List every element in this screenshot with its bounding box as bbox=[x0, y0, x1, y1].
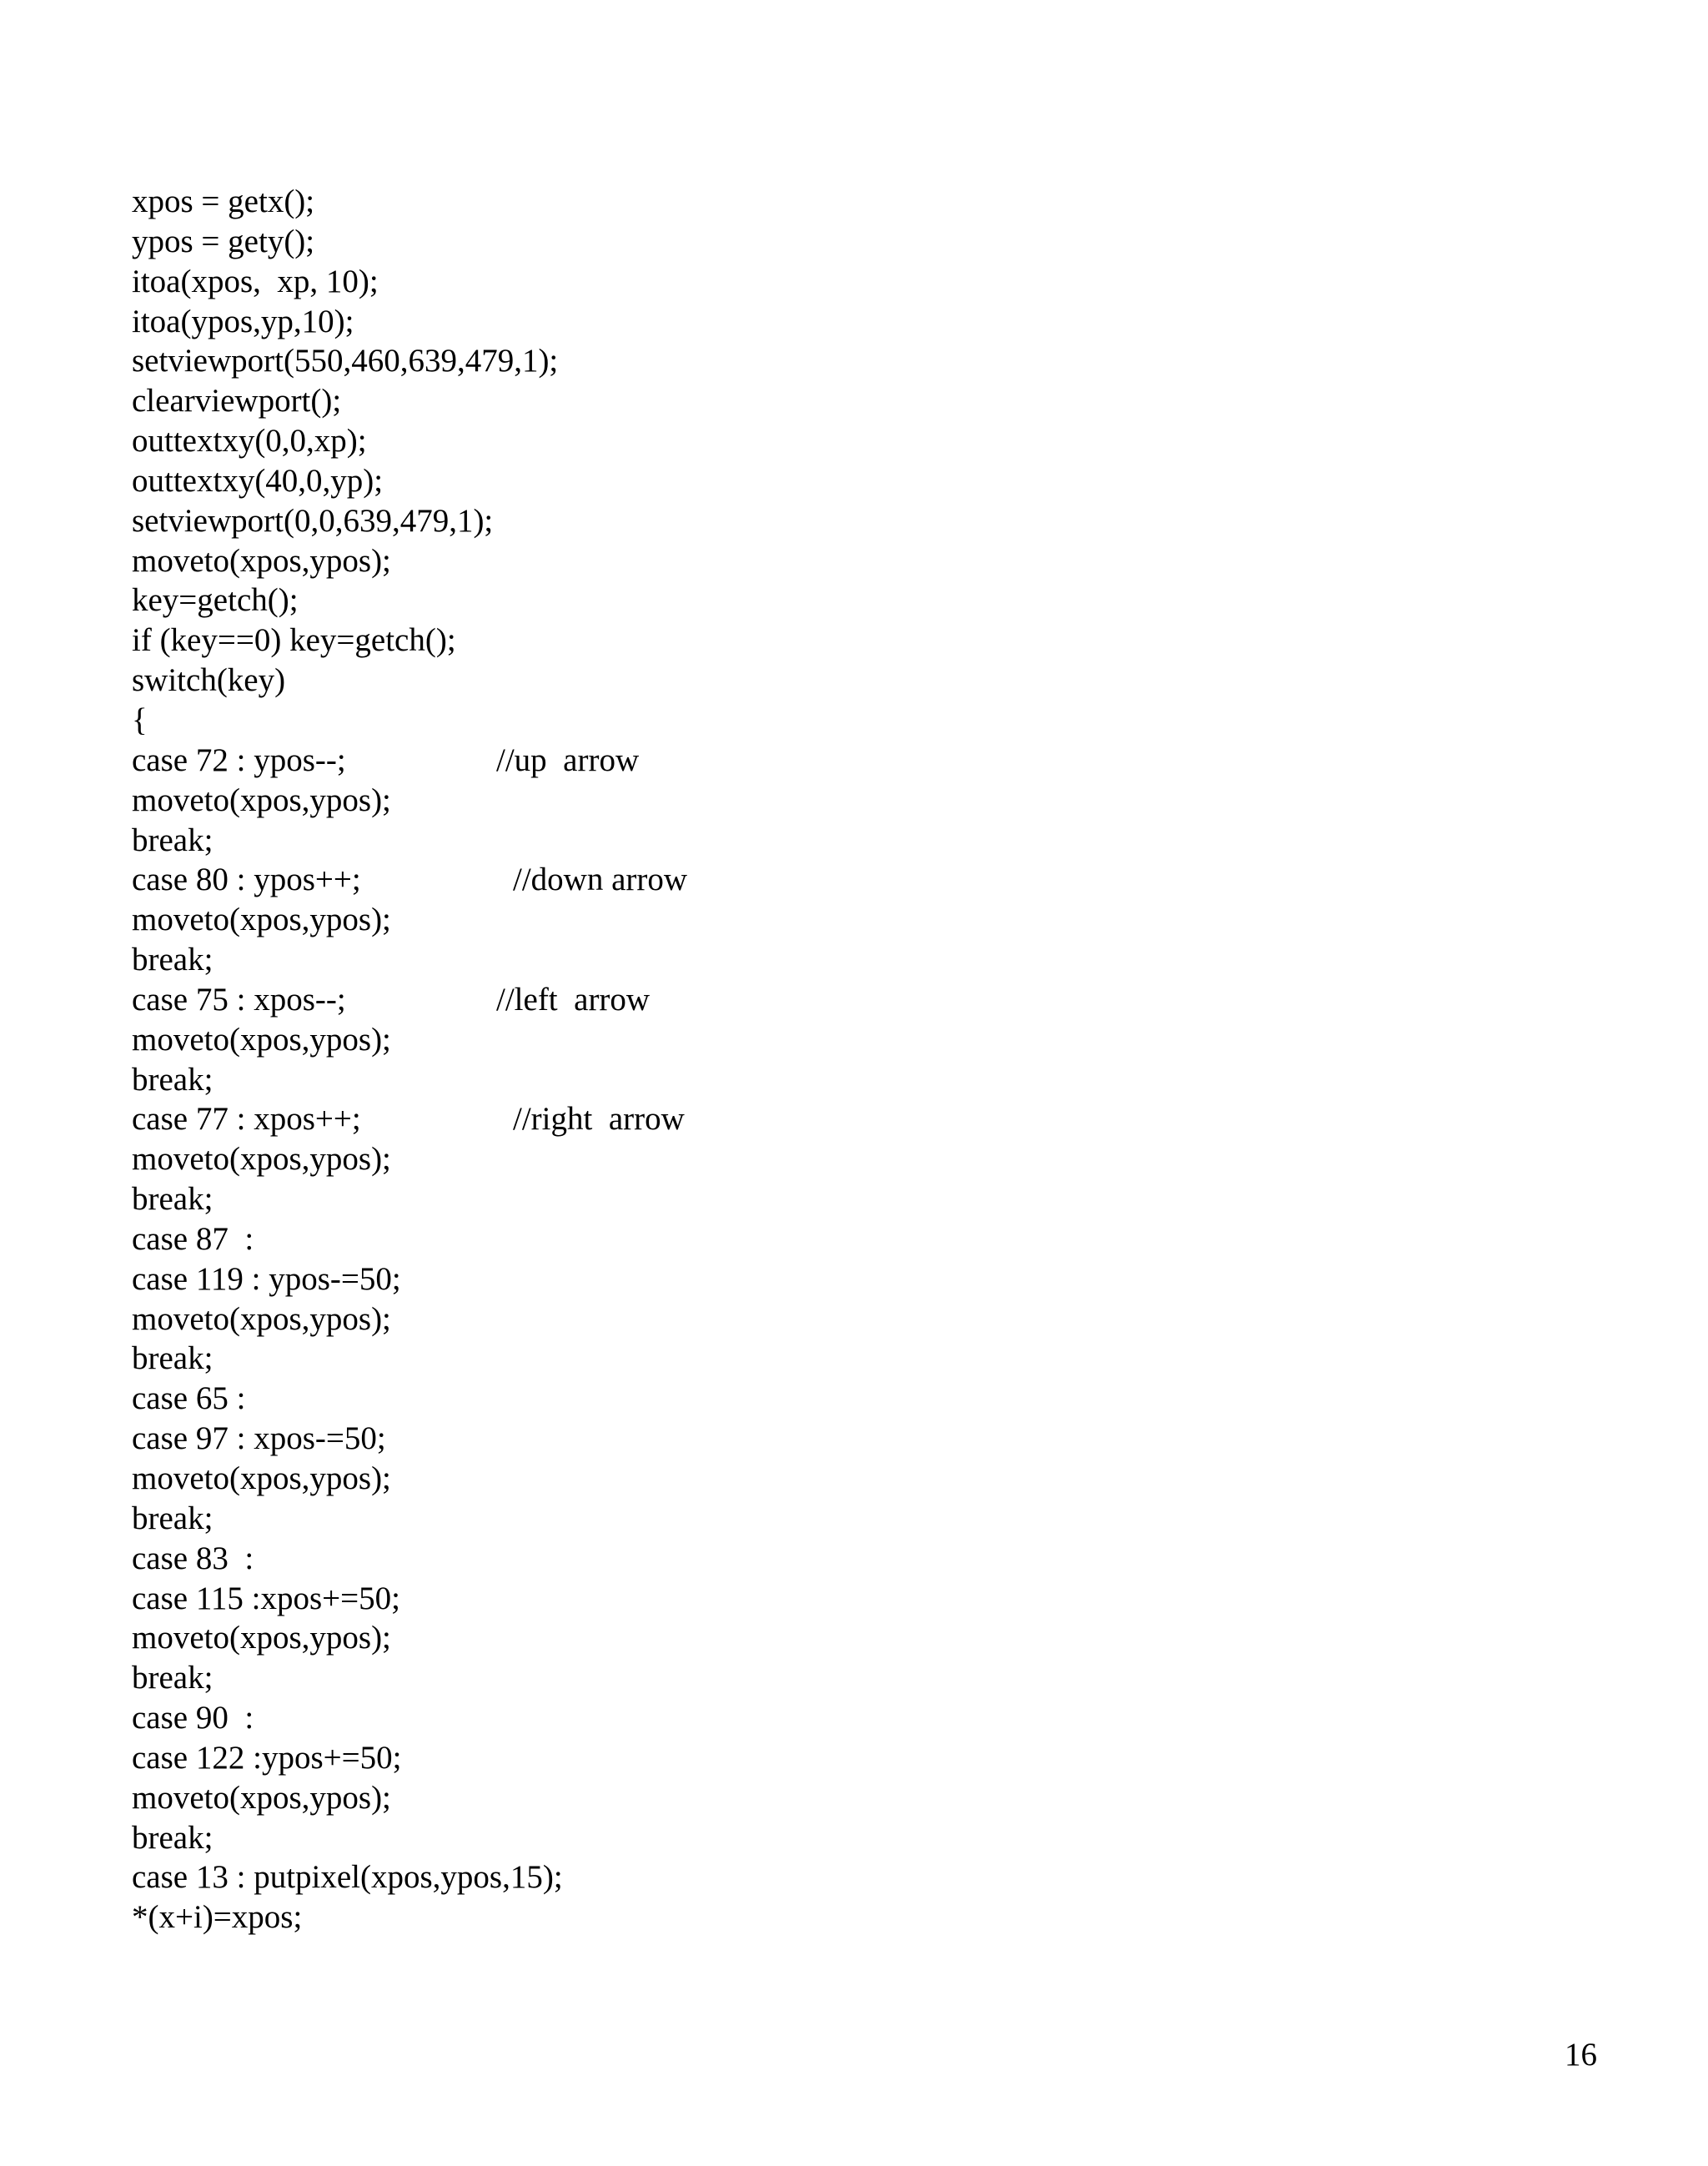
code-line bbox=[132, 1139, 1550, 1179]
code-line bbox=[132, 1499, 1550, 1539]
code-line bbox=[132, 1539, 1550, 1579]
code-line bbox=[132, 222, 1550, 262]
code-text: break; bbox=[132, 1660, 214, 1696]
code-line bbox=[132, 381, 1550, 421]
code-text: case 122 :ypos+=50; bbox=[132, 1739, 402, 1776]
code-text: setviewport(550,460,639,479,1); bbox=[132, 343, 559, 379]
code-line bbox=[132, 1379, 1550, 1419]
code-text: if (key==0) key=getch(); bbox=[132, 622, 456, 659]
code-text: itoa(xpos, xp, 10); bbox=[132, 263, 379, 299]
code-line bbox=[132, 1738, 1550, 1778]
code-text: itoa(ypos,yp,10); bbox=[132, 303, 354, 339]
code-text: key=getch(); bbox=[132, 582, 299, 619]
code-text: switch(key) bbox=[132, 662, 286, 699]
code-line bbox=[132, 541, 1550, 581]
code-text: case 115 :xpos+=50; bbox=[132, 1580, 400, 1616]
page-number: 16 bbox=[1565, 2037, 1597, 2073]
code-text: moveto(xpos,ypos); bbox=[132, 542, 391, 579]
code-line bbox=[132, 302, 1550, 342]
code-text: case 87 : bbox=[132, 1220, 254, 1257]
code-text: case 80 : ypos++; bbox=[132, 862, 361, 898]
code-comment: //right arrow bbox=[513, 1101, 685, 1138]
code-comment: //down arrow bbox=[513, 862, 688, 898]
code-line bbox=[132, 1818, 1550, 1858]
code-line bbox=[132, 1658, 1550, 1698]
code-text: outtextxy(40,0,yp); bbox=[132, 462, 384, 499]
code-text: moveto(xpos,ypos); bbox=[132, 1460, 391, 1496]
code-line bbox=[132, 1179, 1550, 1219]
code-line bbox=[132, 1020, 1550, 1060]
code-text: case 83 : bbox=[132, 1540, 254, 1576]
code-line bbox=[132, 182, 1550, 222]
code-text: case 13 : putpixel(xpos,ypos,15); bbox=[132, 1859, 563, 1896]
code-line bbox=[132, 501, 1550, 541]
code-line bbox=[132, 1857, 1550, 1897]
code-line bbox=[132, 1219, 1550, 1259]
code-text: moveto(xpos,ypos); bbox=[132, 1021, 391, 1058]
code-text: moveto(xpos,ypos); bbox=[132, 1300, 391, 1337]
code-line bbox=[132, 461, 1550, 501]
code-line bbox=[132, 741, 1550, 781]
code-line bbox=[132, 701, 1550, 741]
code-text: break; bbox=[132, 1500, 214, 1536]
code-line bbox=[132, 781, 1550, 821]
code-text: break; bbox=[132, 1340, 214, 1377]
code-text: case 75 : xpos--; bbox=[132, 981, 346, 1018]
code-text: ypos = gety(); bbox=[132, 223, 315, 259]
code-line bbox=[132, 1099, 1550, 1139]
code-line bbox=[132, 1579, 1550, 1619]
code-line bbox=[132, 1698, 1550, 1738]
code-line bbox=[132, 900, 1550, 940]
code-line bbox=[132, 1299, 1550, 1339]
code-line bbox=[132, 1060, 1550, 1100]
code-text: case 77 : xpos++; bbox=[132, 1101, 361, 1138]
code-line bbox=[132, 1897, 1550, 1937]
code-line bbox=[132, 860, 1550, 900]
code-line bbox=[132, 1419, 1550, 1459]
code-text: break; bbox=[132, 822, 214, 858]
code-comment: //up arrow bbox=[496, 741, 640, 778]
code-text: break; bbox=[132, 1819, 214, 1856]
code-text: break; bbox=[132, 1061, 214, 1098]
code-line bbox=[132, 980, 1550, 1020]
code-line bbox=[132, 1618, 1550, 1658]
code-listing bbox=[132, 182, 1550, 1937]
code-text: setviewport(0,0,639,479,1); bbox=[132, 502, 494, 539]
code-text: { bbox=[132, 701, 148, 738]
code-text: case 65 : bbox=[132, 1380, 246, 1417]
code-text: moveto(xpos,ypos); bbox=[132, 1141, 391, 1178]
code-text: case 97 : xpos-=50; bbox=[132, 1420, 386, 1457]
code-text: clearviewport(); bbox=[132, 383, 342, 420]
code-line bbox=[132, 580, 1550, 621]
code-line bbox=[132, 341, 1550, 381]
code-text: xpos = getx(); bbox=[132, 183, 315, 219]
code-text: moveto(xpos,ypos); bbox=[132, 1620, 391, 1656]
code-line bbox=[132, 421, 1550, 461]
code-text: moveto(xpos,ypos); bbox=[132, 902, 391, 938]
code-line bbox=[132, 621, 1550, 661]
code-line bbox=[132, 661, 1550, 701]
code-line bbox=[132, 1459, 1550, 1499]
code-line bbox=[132, 1259, 1550, 1299]
code-text: moveto(xpos,ypos); bbox=[132, 1779, 391, 1816]
code-text: break; bbox=[132, 1181, 214, 1218]
code-line bbox=[132, 262, 1550, 302]
code-text: case 72 : ypos--; bbox=[132, 741, 346, 778]
code-line bbox=[132, 1339, 1550, 1379]
code-text: *(x+i)=xpos; bbox=[132, 1899, 303, 1936]
code-line bbox=[132, 821, 1550, 861]
code-text: moveto(xpos,ypos); bbox=[132, 781, 391, 818]
code-text: case 119 : ypos-=50; bbox=[132, 1260, 401, 1297]
code-text: break; bbox=[132, 942, 214, 978]
code-line bbox=[132, 1778, 1550, 1818]
code-line bbox=[132, 940, 1550, 980]
code-comment: //left arrow bbox=[496, 981, 651, 1018]
code-text: case 90 : bbox=[132, 1700, 254, 1736]
code-text: outtextxy(0,0,xp); bbox=[132, 423, 367, 460]
